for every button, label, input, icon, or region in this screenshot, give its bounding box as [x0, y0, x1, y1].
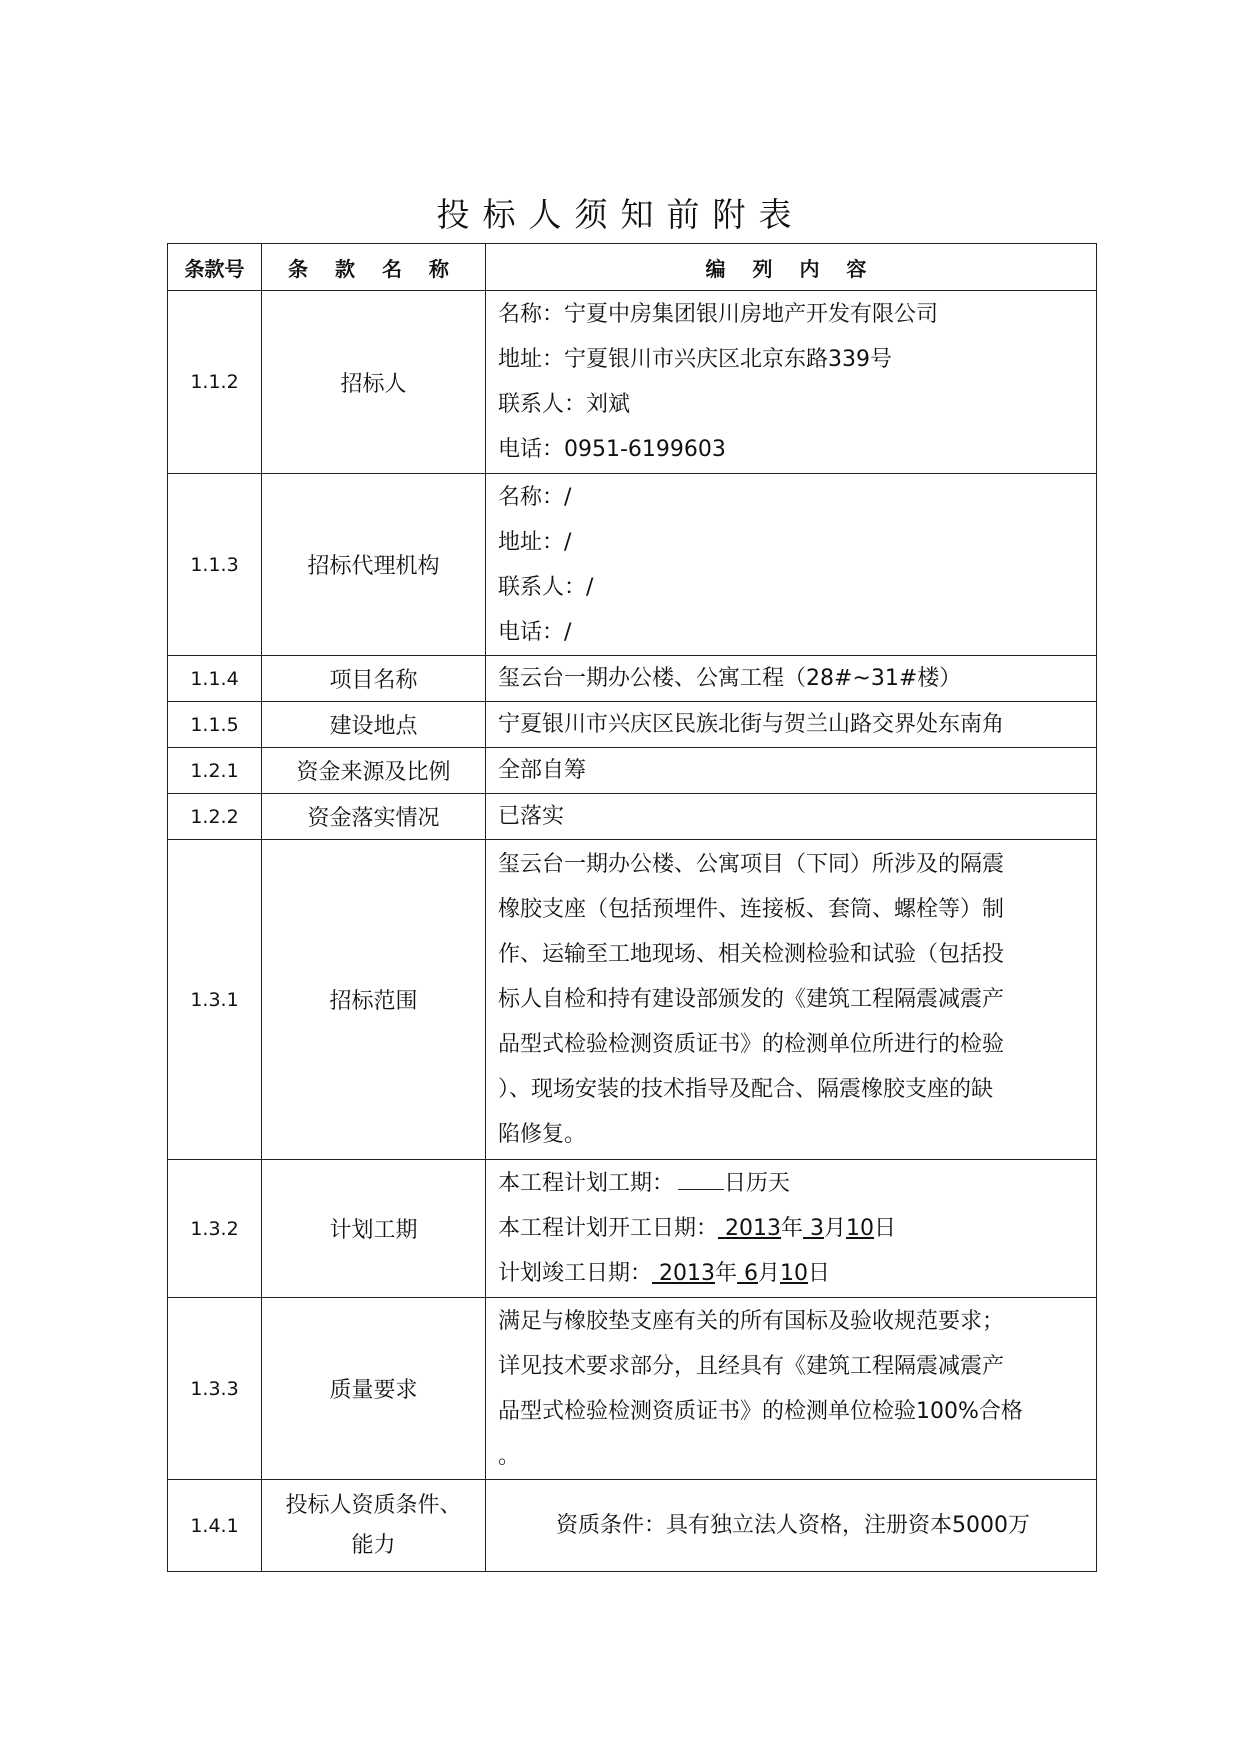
content-line: 玺云台一期办公楼、公寓工程（28#~31#楼）	[498, 666, 962, 691]
clause-content	[486, 748, 1097, 794]
content-line: 已落实	[498, 804, 565, 829]
clause-no: 1.1.3	[168, 474, 262, 656]
content-line: 品型式检验检测资质证书》的检测单位所进行的检验	[498, 1032, 1005, 1057]
table-row	[168, 840, 1097, 1160]
clause-content	[486, 1160, 1097, 1298]
clause-no: 1.1.5	[168, 702, 262, 748]
content-line: 玺云台一期办公楼、公寓项目（下同）所涉及的隔震	[498, 852, 1005, 877]
page-title: 投标人须知前附表	[436, 195, 805, 234]
clause-content	[486, 291, 1097, 474]
header-clause-name: 条 款 名 称	[262, 244, 486, 291]
clause-content	[486, 474, 1097, 656]
clause-no: 1.3.3	[168, 1298, 262, 1480]
start-month: 3	[810, 1216, 825, 1241]
start-day: 10	[846, 1216, 875, 1241]
table-header-row	[168, 244, 1097, 291]
clause-name: 计划工期	[262, 1160, 486, 1298]
clause-name: 建设地点	[262, 702, 486, 748]
clause-name-line: 能力	[351, 1532, 396, 1558]
table-row	[168, 748, 1097, 794]
content-line: 名称：宁夏中房集团银川房地产开发有限公司	[498, 302, 939, 327]
content-line: 陷修复。	[498, 1122, 587, 1147]
content-line: 品型式检验检测资质证书》的检测单位检验100%合格	[498, 1398, 1023, 1424]
clause-content	[486, 1480, 1097, 1572]
clause-name	[262, 1480, 486, 1572]
table-row	[168, 1480, 1097, 1572]
content-line: 全部自筹	[498, 758, 587, 783]
clause-no: 1.4.1	[168, 1480, 262, 1572]
clause-content	[486, 794, 1097, 840]
content-line: 名称：/	[498, 484, 572, 510]
table-row	[168, 1298, 1097, 1480]
end-date-line: 计划竣工日期： 2013年 6月10日	[498, 1261, 831, 1286]
clause-content	[486, 656, 1097, 702]
content-line: 作、运输至工地现场、相关检测检验和试验（包括投	[498, 942, 1005, 967]
clause-content	[486, 1298, 1097, 1480]
clause-no: 1.2.2	[168, 794, 262, 840]
clause-name: 招标代理机构	[262, 474, 486, 656]
clause-no: 1.1.2	[168, 291, 262, 474]
content-line: 电话：/	[498, 619, 572, 645]
content-line: 满足与橡胶垫支座有关的所有国标及验收规范要求；	[498, 1308, 1005, 1334]
clause-no: 1.3.1	[168, 840, 262, 1160]
table-row	[168, 794, 1097, 840]
content-line: 联系人：刘斌	[498, 392, 631, 417]
content-line: 资质条件：具有独立法人资格，注册资本5000万	[556, 1513, 1030, 1538]
content-line: ）、现场安装的技术指导及配合、隔震橡胶支座的缺	[498, 1077, 994, 1102]
clause-name: 招标人	[262, 291, 486, 474]
content-line: 地址：宁夏银川市兴庆区北京东路339号	[498, 347, 892, 372]
bidder-instructions-table	[167, 243, 1097, 1572]
clause-name: 资金落实情况	[262, 794, 486, 840]
clause-content	[486, 702, 1097, 748]
clause-content	[486, 840, 1097, 1160]
clause-name-line: 投标人资质条件、	[285, 1492, 462, 1518]
header-clause-no: 条款号	[168, 244, 262, 291]
clause-no: 1.1.4	[168, 656, 262, 702]
blank-period	[678, 1167, 724, 1190]
content-line: 宁夏银川市兴庆区民族北街与贺兰山路交界处东南角	[498, 712, 1005, 737]
content-line: 橡胶支座（包括预埋件、连接板、套筒、螺栓等）制	[498, 897, 1005, 922]
header-content: 编 列 内 容	[486, 244, 1097, 291]
table-row	[168, 656, 1097, 702]
content-line: 。	[498, 1443, 521, 1469]
clause-name: 资金来源及比例	[262, 748, 486, 794]
content-line: 联系人：/	[498, 574, 594, 600]
clause-no: 1.2.1	[168, 748, 262, 794]
table-row	[168, 474, 1097, 656]
table-row	[168, 1160, 1097, 1298]
start-year: 2013	[725, 1216, 782, 1241]
clause-name: 招标范围	[262, 840, 486, 1160]
clause-no: 1.3.2	[168, 1160, 262, 1298]
clause-name: 项目名称	[262, 656, 486, 702]
start-date-line: 本工程计划开工日期： 2013年 3月10日	[498, 1216, 897, 1241]
content-line: 详见技术要求部分，且经具有《建筑工程隔震减震产	[498, 1353, 1005, 1379]
table-row	[168, 702, 1097, 748]
end-month: 6	[744, 1261, 759, 1286]
content-line: 地址：/	[498, 529, 572, 555]
end-day: 10	[780, 1261, 809, 1286]
content-line: 标人自检和持有建设部颁发的《建筑工程隔震减震产	[498, 987, 1005, 1012]
table-row	[168, 291, 1097, 474]
planned-period-line: 本工程计划工期： 日历天	[498, 1161, 1088, 1206]
content-line: 电话：0951-6199603	[498, 437, 726, 462]
end-year: 2013	[659, 1261, 716, 1286]
clause-name: 质量要求	[262, 1298, 486, 1480]
